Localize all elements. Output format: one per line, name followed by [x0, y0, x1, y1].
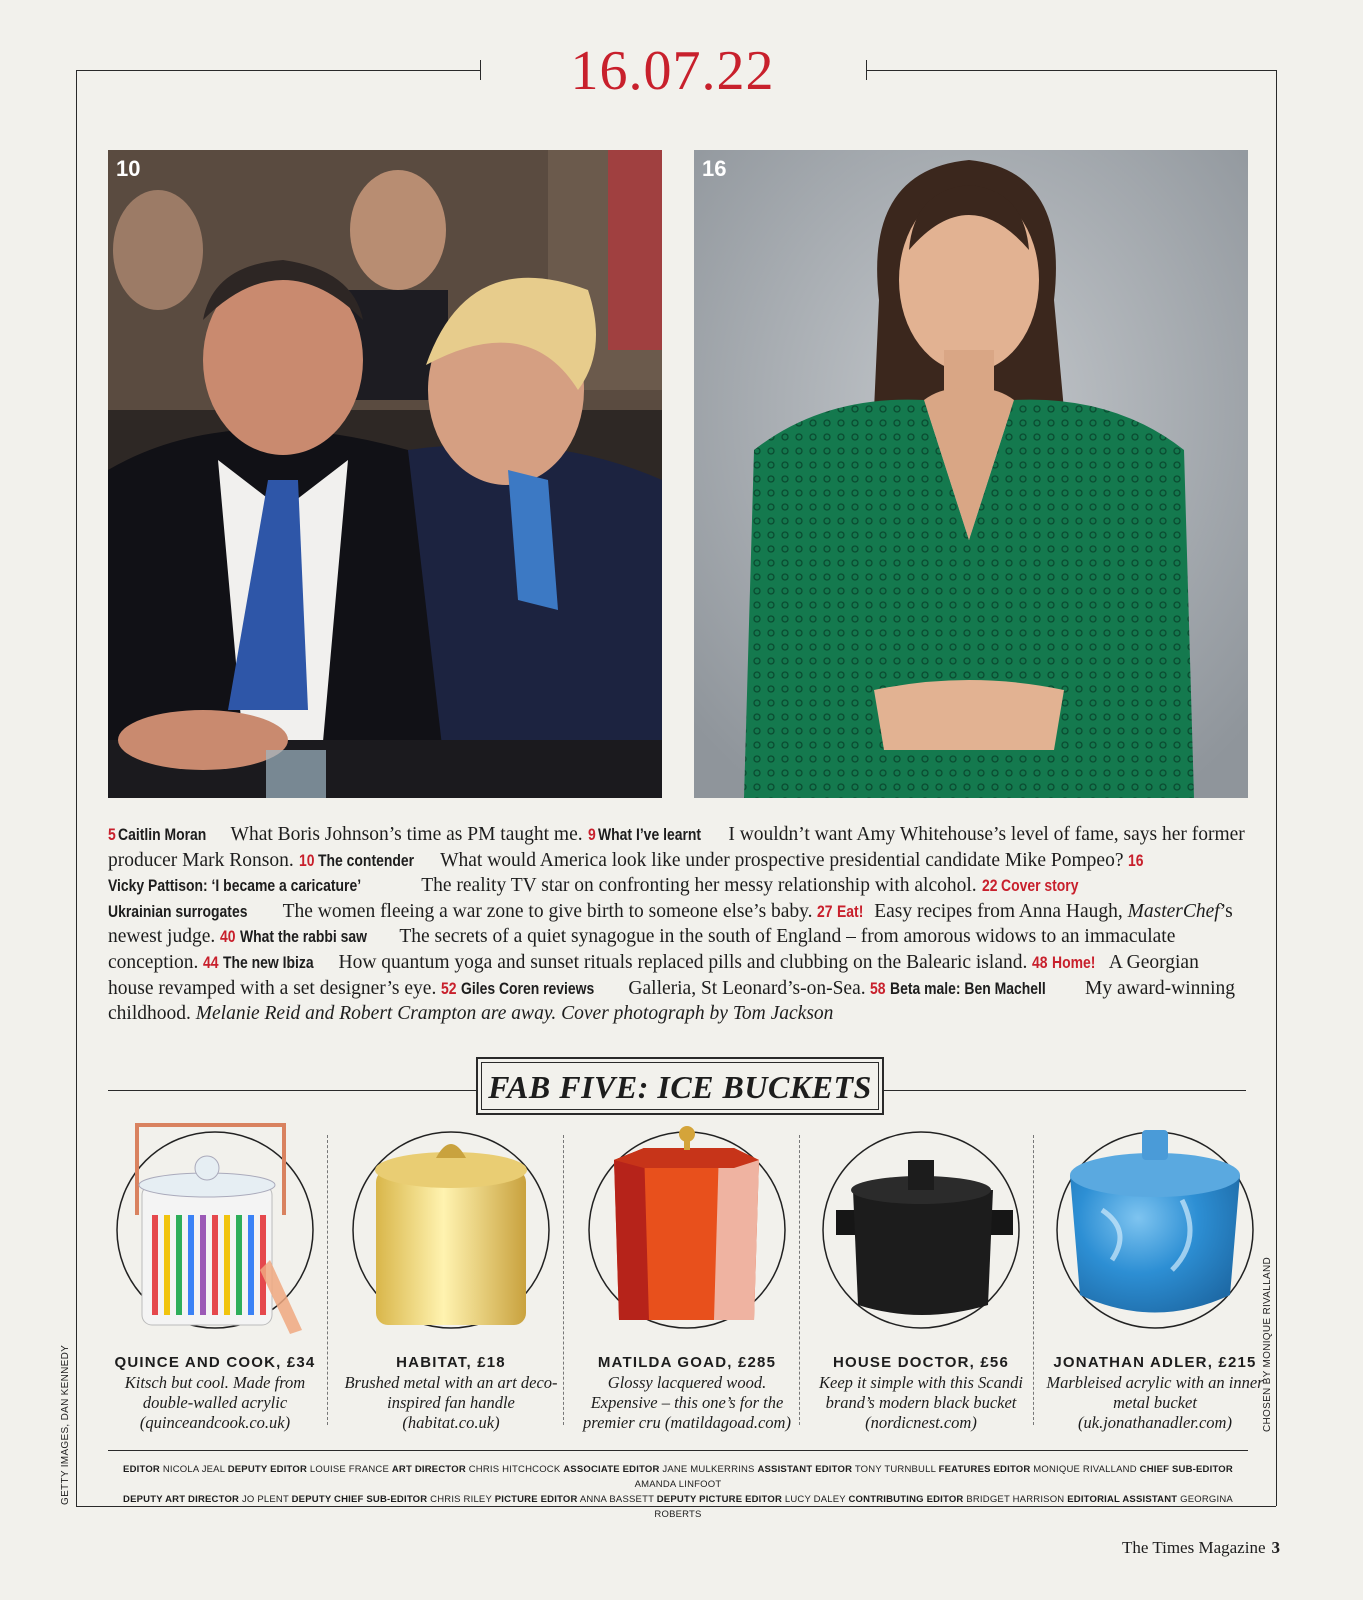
contents-entry[interactable]: 40 What the rabbi saw The secrets of a quiet synagogue in the south of England – from amorous widows to an immaculate conception.	[108, 926, 1176, 973]
contents-closing-note: Melanie Reid and Robert Crampton are away. Cover photograph by Tom Jackson	[195, 1003, 834, 1025]
gold-ice-bucket-image	[338, 1120, 564, 1350]
product-description: Brushed metal with an art deco-inspired fan handle (habitat.co.uk)	[344, 1373, 558, 1432]
frame-tick-right	[866, 60, 867, 80]
lacquered-ice-bucket-image	[574, 1120, 800, 1350]
product-quince-and-cook[interactable]	[102, 1120, 328, 1433]
product-name: MATILDA GOAD, £285	[597, 1354, 777, 1371]
frame-rule-right	[1276, 70, 1277, 1506]
page-number: 3	[1271, 1538, 1280, 1557]
product-description: Glossy lacquered wood. Expensive – this one’s for the premier cru (matildagoad.com)	[583, 1373, 791, 1432]
credits-rule	[108, 1450, 1248, 1451]
photo-credit-vertical: GETTY IMAGES, DAN KENNEDY	[60, 1344, 71, 1505]
contents-entry[interactable]: 22 Cover story Ukrainian surrogates The women fleeing a war zone to give birth to someone else’s baby.	[108, 876, 1079, 922]
contents-entry[interactable]: 5 Caitlin Moran What Boris Johnson’s time as PM taught me.	[108, 824, 583, 845]
contents-entry[interactable]: 16 Vicky Pattison: ‘I became a caricature’ The reality TV star on confronting her messy relationship with alcohol.	[108, 850, 1144, 897]
chosen-by-credit-vertical: CHOSEN BY MONIQUE RIVALLAND	[1262, 1257, 1273, 1432]
photo-page-number: 16	[702, 156, 727, 181]
credits-line-2: DEPUTY ART DIRECTOR JO PLENT DEPUTY CHIEF SUB-EDITOR CHRIS RILEY PICTURE EDITOR ANNA BASSETT DEPUTY PICTURE EDITOR LUCY DALEY CONTRIBUTING EDITOR BRIDGET HARRISON EDITORIAL ASSISTANT GEORGINA ROBERTS	[123, 1494, 1233, 1520]
contents-entry[interactable]: 10 The contender What would America look like under prospective presidential candidate Mike Pompeo?	[298, 849, 1124, 871]
contents-entry[interactable]: 9 What I’ve learnt I wouldn’t want Amy Whitehouse’s level of fame, says her former producer Mark Ronson.	[108, 824, 1245, 871]
photo-page-number: 10	[116, 156, 141, 181]
staff-credits	[108, 1462, 1248, 1522]
frame-rule-left	[76, 70, 77, 1506]
credits-line-1: EDITOR NICOLA JEAL DEPUTY EDITOR LOUISE FRANCE ART DIRECTOR CHRIS HITCHCOCK ASSOCIATE EDITOR JANE MULKERRINS ASSISTANT EDITOR TONY TURNBULL FEATURES EDITOR MONIQUE RIVALLAND CHIEF SUB-EDITOR AMANDA LINFOOT	[123, 1464, 1233, 1490]
contents-entry[interactable]: 52 Giles Coren reviews Galleria, St Leonard’s-on-Sea.	[441, 977, 866, 999]
fab-five-heading-box	[476, 1057, 884, 1115]
frame-tick-left	[480, 60, 481, 80]
product-description: Marbleised acrylic with an inner metal bucket (uk.jonathanadler.com)	[1046, 1373, 1264, 1432]
contents-list	[108, 822, 1248, 1027]
contents-entry[interactable]: 48 Home! A Georgian house revamped with a set designer’s eye.	[108, 951, 1199, 999]
issue-date: 16.07.22	[570, 40, 775, 102]
contents-entry[interactable]: 27 Eat! Easy recipes from Anna Haugh, MasterChef’s newest judge.	[108, 900, 1233, 948]
fab-five-rule-right	[884, 1090, 1246, 1091]
product-name: QUINCE AND COOK, £34	[114, 1354, 316, 1371]
fab-five-title: FAB FIVE: ICE BUCKETS	[481, 1062, 879, 1110]
product-name: HABITAT, £18	[396, 1354, 506, 1371]
publication-name: The Times Magazine	[1121, 1538, 1266, 1557]
marbled-ice-bucket-image	[1042, 1120, 1268, 1350]
product-description: Kitsch but cool. Made from double-walled acrylic (quinceandcook.co.uk)	[124, 1373, 306, 1432]
photo-politicians	[108, 150, 662, 798]
frame-rule-top-right	[866, 70, 1276, 71]
striped-ice-bucket-image	[102, 1120, 328, 1350]
photo-cover-star	[694, 150, 1248, 798]
black-ice-bucket-image	[808, 1120, 1034, 1350]
product-description: Keep it simple with this Scandi brand’s modern black bucket (nordicnest.com)	[819, 1373, 1023, 1432]
product-house-doctor[interactable]	[808, 1120, 1034, 1433]
fab-five-rule-left	[108, 1090, 476, 1091]
product-matilda-goad[interactable]	[574, 1120, 800, 1433]
product-habitat[interactable]	[338, 1120, 564, 1433]
page-footer	[1100, 1538, 1280, 1558]
product-jonathan-adler[interactable]	[1042, 1120, 1268, 1433]
product-name: JONATHAN ADLER, £215	[1053, 1354, 1257, 1371]
contents-entry[interactable]: 58 Beta male: Ben Machell My award-winning childhood.	[108, 977, 1236, 1025]
contents-entry[interactable]: 44 The new Ibiza How quantum yoga and sunset rituals replaced pills and clubbing on the Balearic island.	[203, 951, 1028, 973]
product-name: HOUSE DOCTOR, £56	[833, 1354, 1009, 1371]
frame-rule-top-left	[76, 70, 480, 71]
